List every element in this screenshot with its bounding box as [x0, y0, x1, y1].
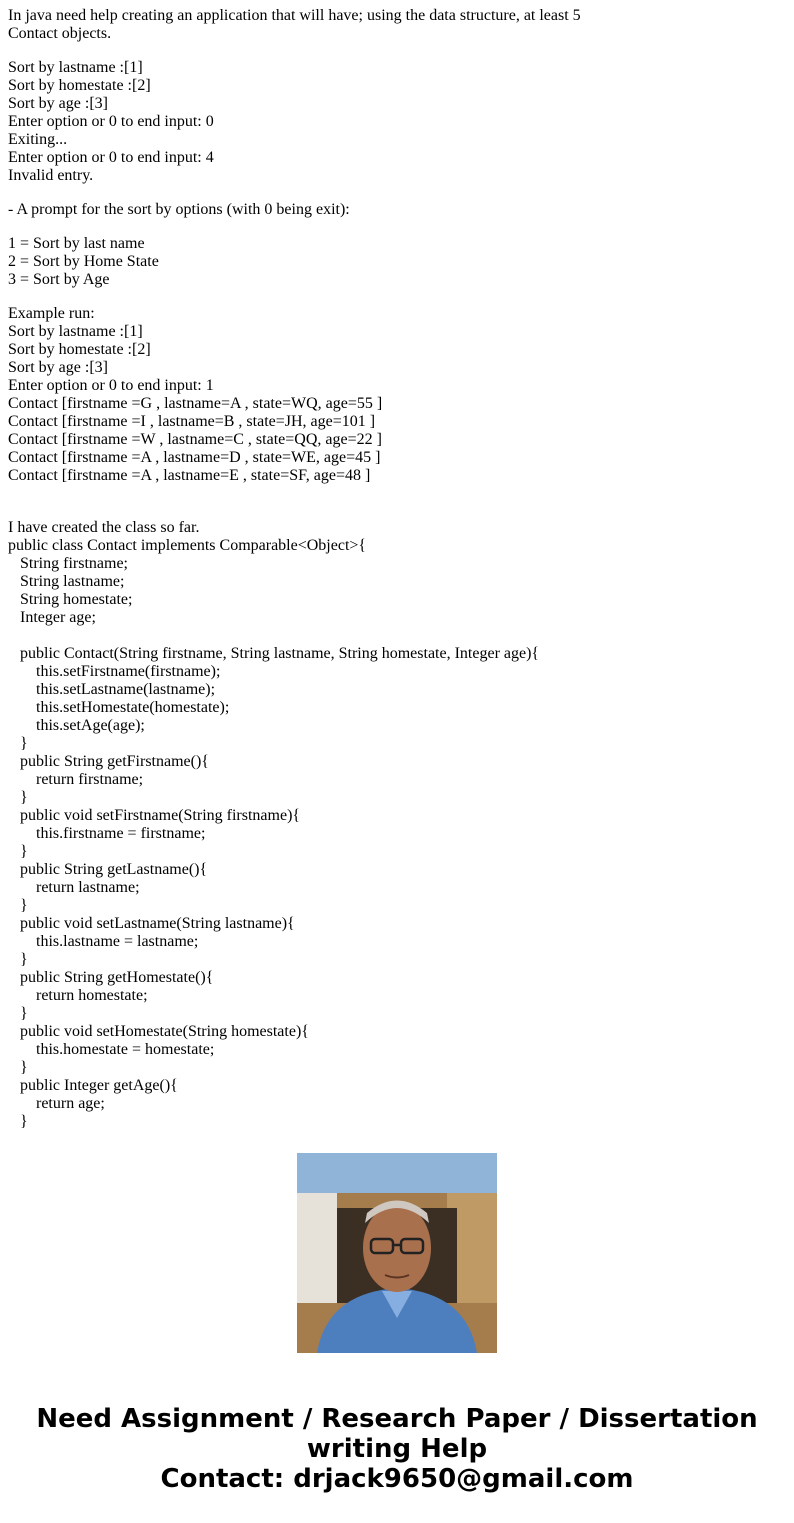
code-line: return age; — [8, 1095, 105, 1112]
example-line: Contact [firstname =W , lastname=C , state=QQ, age=22 ] — [8, 431, 382, 448]
code-line: } — [8, 1059, 28, 1076]
example-line: Contact [firstname =A , lastname=D , state=WE, age=45 ] — [8, 449, 381, 466]
code-line: this.homestate = homestate; — [8, 1041, 215, 1058]
footer-contact: Contact: drjack9650@gmail.com — [160, 1464, 634, 1494]
example-line: Contact [firstname =G , lastname=A , state=WQ, age=55 ] — [8, 395, 383, 412]
example-line: Sort by homestate :[2] — [8, 341, 151, 358]
code-line: } — [8, 897, 28, 914]
code-line: this.lastname = lastname; — [8, 933, 199, 950]
blank-line — [8, 501, 778, 519]
intro-line: In java need help creating an application that will have; using the data structure, at least 5 — [8, 7, 581, 24]
person-photo-icon — [297, 1153, 497, 1353]
class-intro: I have created the class so far. — [8, 519, 200, 536]
code-line: this.firstname = firstname; — [8, 825, 206, 842]
menu-line: Enter option or 0 to end input: 4 — [8, 149, 214, 166]
menu-line: Enter option or 0 to end input: 0 — [8, 113, 214, 130]
code-line: } — [8, 843, 28, 860]
option-line: 1 = Sort by last name — [8, 235, 145, 252]
code-line: this.setFirstname(firstname); — [8, 663, 221, 680]
code-line: String homestate; — [8, 591, 133, 608]
code-line: String firstname; — [8, 555, 128, 572]
code-line: public Integer getAge(){ — [8, 1077, 178, 1094]
question-body — [8, 7, 778, 1130]
menu-line: Exiting... — [8, 131, 68, 148]
prompt-text: - A prompt for the sort by options (with 0 being exit): — [8, 201, 350, 218]
menu-example — [8, 59, 778, 185]
code-line: return lastname; — [8, 879, 140, 896]
option-line: 3 = Sort by Age — [8, 271, 110, 288]
prompt-description — [8, 201, 778, 219]
example-line: Example run: — [8, 305, 95, 322]
code-line: return homestate; — [8, 987, 148, 1004]
menu-line: Sort by lastname :[1] — [8, 59, 143, 76]
code-line: public void setHomestate(String homestate){ — [8, 1023, 309, 1040]
code-line: this.setHomestate(homestate); — [8, 699, 230, 716]
code-line: public class Contact implements Comparable<Object>{ — [8, 537, 367, 554]
code-line: } — [8, 1005, 28, 1022]
code-line: public String getLastname(){ — [8, 861, 208, 878]
code-line: this.setAge(age); — [8, 717, 145, 734]
example-line: Contact [firstname =A , lastname=E , state=SF, age=48 ] — [8, 467, 371, 484]
person-photo-svg — [297, 1153, 497, 1353]
code-line: } — [8, 789, 28, 806]
sort-options — [8, 235, 778, 289]
code-line: this.setLastname(lastname); — [8, 681, 216, 698]
example-line: Enter option or 0 to end input: 1 — [8, 377, 214, 394]
example-line: Sort by lastname :[1] — [8, 323, 143, 340]
intro-paragraph — [8, 7, 778, 43]
code-line: Integer age; — [8, 609, 96, 626]
footer-line-1: Need Assignment / Research Paper / Dissertation — [36, 1404, 758, 1434]
menu-line: Sort by homestate :[2] — [8, 77, 151, 94]
code-line: } — [8, 951, 28, 968]
code-line: public String getFirstname(){ — [8, 753, 209, 770]
example-run — [8, 305, 778, 485]
menu-line: Invalid entry. — [8, 167, 94, 184]
code-line: public void setLastname(String lastname){ — [8, 915, 295, 932]
code-line: } — [8, 735, 28, 752]
code-line: public String getHomestate(){ — [8, 969, 214, 986]
code-line — [8, 627, 778, 645]
footer-line-2: writing Help — [306, 1434, 488, 1464]
code-line: } — [8, 1113, 28, 1130]
code-line: String lastname; — [8, 573, 125, 590]
footer-banner — [0, 1404, 794, 1494]
menu-line: Sort by age :[3] — [8, 95, 108, 112]
option-line: 2 = Sort by Home State — [8, 253, 159, 270]
example-line: Contact [firstname =I , lastname=B , state=JH, age=101 ] — [8, 413, 376, 430]
code-line: public Contact(String firstname, String lastname, String homestate, Integer age){ — [8, 645, 540, 662]
java-code-block — [8, 537, 778, 1130]
example-line: Sort by age :[3] — [8, 359, 108, 376]
intro-line: Contact objects. — [8, 25, 112, 42]
code-line: public void setFirstname(String firstname){ — [8, 807, 301, 824]
code-line: return firstname; — [8, 771, 144, 788]
